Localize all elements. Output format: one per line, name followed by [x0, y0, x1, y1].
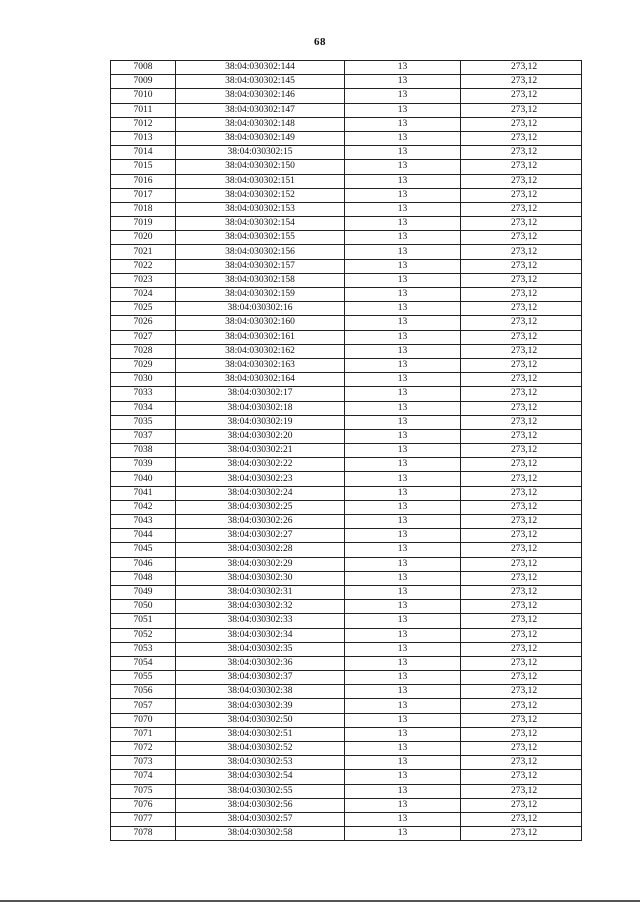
count-cell: 13: [345, 202, 461, 216]
cadastral-number-cell: 38:04:030302:56: [176, 798, 345, 812]
row-number-cell: 7040: [111, 472, 176, 486]
amount-cell: 273,12: [461, 202, 582, 216]
count-cell: 13: [345, 543, 461, 557]
row-number-cell: 7045: [111, 543, 176, 557]
cadastral-number-cell: 38:04:030302:150: [176, 160, 345, 174]
table-row: [111, 245, 582, 259]
row-number-cell: 7076: [111, 798, 176, 812]
amount-cell: 273,12: [461, 515, 582, 529]
amount-cell: 273,12: [461, 344, 582, 358]
table-row: [111, 827, 582, 841]
amount-cell: 273,12: [461, 316, 582, 330]
row-number-cell: 7028: [111, 344, 176, 358]
table-row: [111, 585, 582, 599]
table-row: [111, 103, 582, 117]
cadastral-number-cell: 38:04:030302:159: [176, 288, 345, 302]
row-number-cell: 7052: [111, 628, 176, 642]
cadastral-number-cell: 38:04:030302:26: [176, 515, 345, 529]
table-row: [111, 344, 582, 358]
cadastral-number-cell: 38:04:030302:39: [176, 699, 345, 713]
cadastral-number-cell: 38:04:030302:57: [176, 812, 345, 826]
row-number-cell: 7042: [111, 500, 176, 514]
cadastral-number-cell: 38:04:030302:149: [176, 131, 345, 145]
amount-cell: 273,12: [461, 600, 582, 614]
row-number-cell: 7012: [111, 117, 176, 131]
count-cell: 13: [345, 444, 461, 458]
table-row: [111, 614, 582, 628]
row-number-cell: 7038: [111, 444, 176, 458]
table-row: [111, 358, 582, 372]
table-row: [111, 75, 582, 89]
cadastral-number-cell: 38:04:030302:28: [176, 543, 345, 557]
table-row: [111, 671, 582, 685]
table-row: [111, 117, 582, 131]
cadastral-number-cell: 38:04:030302:18: [176, 401, 345, 415]
table-row: [111, 770, 582, 784]
count-cell: 13: [345, 515, 461, 529]
cadastral-number-cell: 38:04:030302:58: [176, 827, 345, 841]
cadastral-number-cell: 38:04:030302:157: [176, 259, 345, 273]
table-row: [111, 727, 582, 741]
table-row: [111, 259, 582, 273]
count-cell: 13: [345, 798, 461, 812]
table-row: [111, 600, 582, 614]
amount-cell: 273,12: [461, 231, 582, 245]
cadastral-number-cell: 38:04:030302:54: [176, 770, 345, 784]
count-cell: 13: [345, 401, 461, 415]
count-cell: 13: [345, 671, 461, 685]
row-number-cell: 7075: [111, 784, 176, 798]
amount-cell: 273,12: [461, 585, 582, 599]
amount-cell: 273,12: [461, 756, 582, 770]
table-row: [111, 401, 582, 415]
table-row: [111, 628, 582, 642]
amount-cell: 273,12: [461, 784, 582, 798]
row-number-cell: 7044: [111, 529, 176, 543]
cadastral-number-cell: 38:04:030302:19: [176, 415, 345, 429]
table-row: [111, 188, 582, 202]
amount-cell: 273,12: [461, 245, 582, 259]
amount-cell: 273,12: [461, 812, 582, 826]
amount-cell: 273,12: [461, 103, 582, 117]
count-cell: 13: [345, 358, 461, 372]
amount-cell: 273,12: [461, 302, 582, 316]
count-cell: 13: [345, 344, 461, 358]
count-cell: 13: [345, 373, 461, 387]
count-cell: 13: [345, 656, 461, 670]
row-number-cell: 7026: [111, 316, 176, 330]
amount-cell: 273,12: [461, 628, 582, 642]
cadastral-number-cell: 38:04:030302:152: [176, 188, 345, 202]
amount-cell: 273,12: [461, 117, 582, 131]
table-row: [111, 685, 582, 699]
table-row: [111, 61, 582, 75]
page-bottom-border: [0, 900, 640, 902]
count-cell: 13: [345, 614, 461, 628]
cadastral-number-cell: 38:04:030302:29: [176, 557, 345, 571]
count-cell: 13: [345, 273, 461, 287]
cadastral-number-cell: 38:04:030302:160: [176, 316, 345, 330]
count-cell: 13: [345, 231, 461, 245]
page-number: 68: [314, 36, 326, 48]
amount-cell: 273,12: [461, 827, 582, 841]
table-row: [111, 713, 582, 727]
row-number-cell: 7057: [111, 699, 176, 713]
cadastral-number-cell: 38:04:030302:34: [176, 628, 345, 642]
count-cell: 13: [345, 259, 461, 273]
amount-cell: 273,12: [461, 387, 582, 401]
row-number-cell: 7050: [111, 600, 176, 614]
amount-cell: 273,12: [461, 529, 582, 543]
cadastral-number-cell: 38:04:030302:162: [176, 344, 345, 358]
count-cell: 13: [345, 288, 461, 302]
row-number-cell: 7034: [111, 401, 176, 415]
row-number-cell: 7017: [111, 188, 176, 202]
amount-cell: 273,12: [461, 486, 582, 500]
count-cell: 13: [345, 756, 461, 770]
count-cell: 13: [345, 160, 461, 174]
amount-cell: 273,12: [461, 642, 582, 656]
table-row: [111, 387, 582, 401]
count-cell: 13: [345, 89, 461, 103]
count-cell: 13: [345, 529, 461, 543]
amount-cell: 273,12: [461, 415, 582, 429]
amount-cell: 273,12: [461, 75, 582, 89]
count-cell: 13: [345, 685, 461, 699]
row-number-cell: 7025: [111, 302, 176, 316]
row-number-cell: 7037: [111, 429, 176, 443]
cadastral-number-cell: 38:04:030302:37: [176, 671, 345, 685]
row-number-cell: 7022: [111, 259, 176, 273]
table-row: [111, 543, 582, 557]
count-cell: 13: [345, 742, 461, 756]
table-row: [111, 571, 582, 585]
amount-cell: 273,12: [461, 671, 582, 685]
table-row: [111, 500, 582, 514]
count-cell: 13: [345, 302, 461, 316]
row-number-cell: 7008: [111, 61, 176, 75]
count-cell: 13: [345, 330, 461, 344]
table-row: [111, 174, 582, 188]
amount-cell: 273,12: [461, 543, 582, 557]
count-cell: 13: [345, 571, 461, 585]
cadastral-number-cell: 38:04:030302:156: [176, 245, 345, 259]
row-number-cell: 7073: [111, 756, 176, 770]
count-cell: 13: [345, 727, 461, 741]
amount-cell: 273,12: [461, 160, 582, 174]
amount-cell: 273,12: [461, 330, 582, 344]
table-row: [111, 756, 582, 770]
table-row: [111, 131, 582, 145]
amount-cell: 273,12: [461, 444, 582, 458]
count-cell: 13: [345, 146, 461, 160]
row-number-cell: 7019: [111, 217, 176, 231]
count-cell: 13: [345, 61, 461, 75]
cadastral-number-cell: 38:04:030302:23: [176, 472, 345, 486]
row-number-cell: 7039: [111, 458, 176, 472]
amount-cell: 273,12: [461, 188, 582, 202]
cadastral-number-cell: 38:04:030302:154: [176, 217, 345, 231]
count-cell: 13: [345, 217, 461, 231]
table-row: [111, 330, 582, 344]
row-number-cell: 7024: [111, 288, 176, 302]
row-number-cell: 7015: [111, 160, 176, 174]
count-cell: 13: [345, 103, 461, 117]
cadastral-number-cell: 38:04:030302:144: [176, 61, 345, 75]
cadastral-number-cell: 38:04:030302:16: [176, 302, 345, 316]
cadastral-number-cell: 38:04:030302:158: [176, 273, 345, 287]
row-number-cell: 7049: [111, 585, 176, 599]
count-cell: 13: [345, 713, 461, 727]
row-number-cell: 7014: [111, 146, 176, 160]
amount-cell: 273,12: [461, 798, 582, 812]
amount-cell: 273,12: [461, 472, 582, 486]
count-cell: 13: [345, 699, 461, 713]
amount-cell: 273,12: [461, 131, 582, 145]
row-number-cell: 7043: [111, 515, 176, 529]
amount-cell: 273,12: [461, 685, 582, 699]
row-number-cell: 7016: [111, 174, 176, 188]
row-number-cell: 7056: [111, 685, 176, 699]
count-cell: 13: [345, 174, 461, 188]
row-number-cell: 7078: [111, 827, 176, 841]
count-cell: 13: [345, 387, 461, 401]
amount-cell: 273,12: [461, 174, 582, 188]
table-row: [111, 515, 582, 529]
table-row: [111, 288, 582, 302]
row-number-cell: 7053: [111, 642, 176, 656]
row-number-cell: 7011: [111, 103, 176, 117]
amount-cell: 273,12: [461, 458, 582, 472]
table-row: [111, 656, 582, 670]
count-cell: 13: [345, 75, 461, 89]
cadastral-number-cell: 38:04:030302:17: [176, 387, 345, 401]
cadastral-number-cell: 38:04:030302:52: [176, 742, 345, 756]
table-row: [111, 316, 582, 330]
cadastral-number-cell: 38:04:030302:163: [176, 358, 345, 372]
table-row: [111, 202, 582, 216]
cadastral-number-cell: 38:04:030302:50: [176, 713, 345, 727]
cadastral-number-cell: 38:04:030302:21: [176, 444, 345, 458]
cadastral-number-cell: 38:04:030302:15: [176, 146, 345, 160]
table-row: [111, 798, 582, 812]
row-number-cell: 7029: [111, 358, 176, 372]
table-row: [111, 742, 582, 756]
table-row: [111, 812, 582, 826]
row-number-cell: 7035: [111, 415, 176, 429]
row-number-cell: 7054: [111, 656, 176, 670]
count-cell: 13: [345, 316, 461, 330]
count-cell: 13: [345, 472, 461, 486]
amount-cell: 273,12: [461, 656, 582, 670]
cadastral-number-cell: 38:04:030302:33: [176, 614, 345, 628]
amount-cell: 273,12: [461, 500, 582, 514]
row-number-cell: 7013: [111, 131, 176, 145]
table-row: [111, 231, 582, 245]
cadastral-number-cell: 38:04:030302:148: [176, 117, 345, 131]
data-table-container: [110, 60, 581, 841]
count-cell: 13: [345, 812, 461, 826]
row-number-cell: 7048: [111, 571, 176, 585]
cadastral-number-cell: 38:04:030302:161: [176, 330, 345, 344]
count-cell: 13: [345, 642, 461, 656]
amount-cell: 273,12: [461, 770, 582, 784]
amount-cell: 273,12: [461, 727, 582, 741]
cadastral-number-cell: 38:04:030302:24: [176, 486, 345, 500]
cadastral-number-cell: 38:04:030302:51: [176, 727, 345, 741]
row-number-cell: 7074: [111, 770, 176, 784]
table-row: [111, 557, 582, 571]
cadastral-number-cell: 38:04:030302:145: [176, 75, 345, 89]
cadastral-number-cell: 38:04:030302:155: [176, 231, 345, 245]
count-cell: 13: [345, 585, 461, 599]
row-number-cell: 7020: [111, 231, 176, 245]
amount-cell: 273,12: [461, 742, 582, 756]
table-row: [111, 273, 582, 287]
table-row: [111, 146, 582, 160]
count-cell: 13: [345, 784, 461, 798]
cadastral-number-cell: 38:04:030302:30: [176, 571, 345, 585]
amount-cell: 273,12: [461, 61, 582, 75]
table-row: [111, 302, 582, 316]
count-cell: 13: [345, 500, 461, 514]
row-number-cell: 7077: [111, 812, 176, 826]
row-number-cell: 7030: [111, 373, 176, 387]
cadastral-number-cell: 38:04:030302:38: [176, 685, 345, 699]
row-number-cell: 7071: [111, 727, 176, 741]
row-number-cell: 7023: [111, 273, 176, 287]
row-number-cell: 7027: [111, 330, 176, 344]
table-row: [111, 444, 582, 458]
count-cell: 13: [345, 245, 461, 259]
amount-cell: 273,12: [461, 146, 582, 160]
cadastral-number-cell: 38:04:030302:147: [176, 103, 345, 117]
amount-cell: 273,12: [461, 713, 582, 727]
amount-cell: 273,12: [461, 571, 582, 585]
cadastral-number-cell: 38:04:030302:53: [176, 756, 345, 770]
table-row: [111, 373, 582, 387]
amount-cell: 273,12: [461, 273, 582, 287]
table-body: [111, 61, 582, 841]
data-table: [110, 60, 582, 841]
cadastral-number-cell: 38:04:030302:55: [176, 784, 345, 798]
table-row: [111, 160, 582, 174]
table-row: [111, 458, 582, 472]
amount-cell: 273,12: [461, 288, 582, 302]
amount-cell: 273,12: [461, 373, 582, 387]
count-cell: 13: [345, 458, 461, 472]
row-number-cell: 7033: [111, 387, 176, 401]
cadastral-number-cell: 38:04:030302:36: [176, 656, 345, 670]
cadastral-number-cell: 38:04:030302:20: [176, 429, 345, 443]
amount-cell: 273,12: [461, 614, 582, 628]
count-cell: 13: [345, 131, 461, 145]
cadastral-number-cell: 38:04:030302:146: [176, 89, 345, 103]
row-number-cell: 7018: [111, 202, 176, 216]
count-cell: 13: [345, 415, 461, 429]
cadastral-number-cell: 38:04:030302:164: [176, 373, 345, 387]
cadastral-number-cell: 38:04:030302:35: [176, 642, 345, 656]
row-number-cell: 7070: [111, 713, 176, 727]
table-row: [111, 217, 582, 231]
row-number-cell: 7009: [111, 75, 176, 89]
table-row: [111, 429, 582, 443]
count-cell: 13: [345, 557, 461, 571]
amount-cell: 273,12: [461, 429, 582, 443]
cadastral-number-cell: 38:04:030302:153: [176, 202, 345, 216]
count-cell: 13: [345, 486, 461, 500]
amount-cell: 273,12: [461, 699, 582, 713]
cadastral-number-cell: 38:04:030302:25: [176, 500, 345, 514]
count-cell: 13: [345, 770, 461, 784]
table-row: [111, 486, 582, 500]
table-row: [111, 642, 582, 656]
count-cell: 13: [345, 600, 461, 614]
amount-cell: 273,12: [461, 217, 582, 231]
amount-cell: 273,12: [461, 401, 582, 415]
row-number-cell: 7041: [111, 486, 176, 500]
row-number-cell: 7072: [111, 742, 176, 756]
table-row: [111, 89, 582, 103]
amount-cell: 273,12: [461, 557, 582, 571]
count-cell: 13: [345, 117, 461, 131]
cadastral-number-cell: 38:04:030302:31: [176, 585, 345, 599]
count-cell: 13: [345, 628, 461, 642]
amount-cell: 273,12: [461, 358, 582, 372]
count-cell: 13: [345, 827, 461, 841]
table-row: [111, 784, 582, 798]
row-number-cell: 7055: [111, 671, 176, 685]
row-number-cell: 7046: [111, 557, 176, 571]
table-row: [111, 415, 582, 429]
row-number-cell: 7010: [111, 89, 176, 103]
amount-cell: 273,12: [461, 89, 582, 103]
table-row: [111, 472, 582, 486]
cadastral-number-cell: 38:04:030302:27: [176, 529, 345, 543]
row-number-cell: 7051: [111, 614, 176, 628]
table-row: [111, 699, 582, 713]
table-row: [111, 529, 582, 543]
count-cell: 13: [345, 188, 461, 202]
count-cell: 13: [345, 429, 461, 443]
cadastral-number-cell: 38:04:030302:151: [176, 174, 345, 188]
cadastral-number-cell: 38:04:030302:22: [176, 458, 345, 472]
amount-cell: 273,12: [461, 259, 582, 273]
cadastral-number-cell: 38:04:030302:32: [176, 600, 345, 614]
row-number-cell: 7021: [111, 245, 176, 259]
